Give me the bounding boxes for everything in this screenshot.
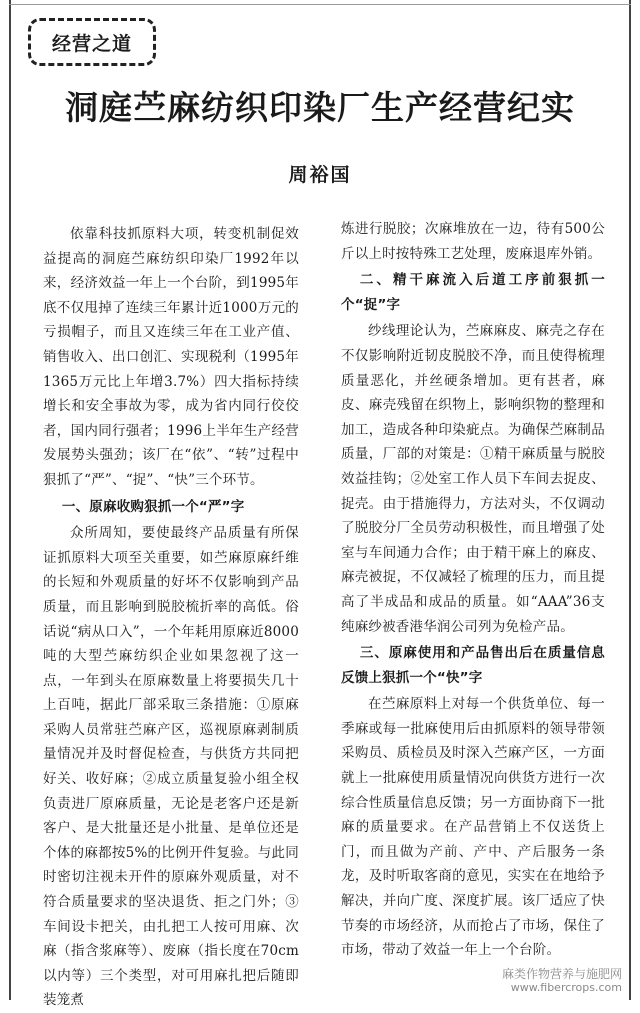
section-heading-3: 三、原麻使用和产品售出后在质量信息反馈上狠抓一个“快”字 <box>341 645 605 686</box>
watermark-url: www.fibercrops.com <box>510 981 622 994</box>
paragraph-section-3: 在苎麻原料上对每一个供货单位、每一季麻或每一批麻使用后由抓原料的领导带领采购员、质检员及时深入苎麻产区，一方面就上一批麻使用质量情况向供货方进行一次综合性质量信息反馈；另一方面协商下一批麻的质量要求。在产品营销上不仅送货上门，而且做为产前、产中、产后服务一条龙，及时听取客商的意见，实实在在地给予解决，并向广度、深度扩展。该厂适应了快节奏的市场经济，从而抢占了市场，保住了市场，带动了效益一年上一个台阶。 <box>341 696 605 959</box>
column-label-badge: 经营之道 <box>28 18 156 66</box>
left-column <box>43 222 299 1013</box>
watermark-site-name: 麻类作物营养与施肥网 <box>501 967 622 981</box>
paragraph-section-2: 纱线理论认为，苎麻麻皮、麻壳之存在不仅影响附近韧皮脱胶不净，而且使得梳理质量恶化，并丝硬条增加。更有甚者，麻皮、麻壳残留在织物上，影响织物的整理和加工，造成各种印染疵点。为确保苎麻制品质量，厂部的对策是：①精干麻质量与脱胶效益挂钩；②处室工作人员下车间去捉皮、捉壳。由于措施得力，方法对头，不仅调动了脱胶分厂全员劳动积极性，而且增强了处室与车间通力合作；由于精干麻上的麻皮、麻壳被捉，不仅减轻了梳理的压力，而且提高了半成品和成品的质量。如“AAA”36支纯麻纱被香港华润公司列为免检产品。 <box>341 323 605 635</box>
article-author: 周裕国 <box>288 164 352 186</box>
right-column <box>341 217 605 963</box>
section-heading-2: 二、精干麻流入后道工序前狠抓一个“捉”字 <box>341 272 605 313</box>
page-border-left <box>9 0 11 1000</box>
article-title: 洞庭苎麻纺织印染厂生产经营纪实 <box>65 88 575 127</box>
section-heading-1: 一、原麻收购狠抓一个“严”字 <box>61 498 245 515</box>
paragraph-intro: 依靠科技抓原料大项，转变机制促效益提高的洞庭苎麻纺织印染厂1992年以来，经济效益一年上一个台阶，到1995年底不仅甩掉了连续三年累计近1000万元的亏损帽子，而且又连续三年在工业产值、销售收入、出口创汇、实现税利（1995年1365万元比上年增3.7%）四大指标持续增长和安全事故为零，成为省内同行佼佼者，国内同行强者；1996上半年生产经营发展势头强劲；该厂在“依”、“转”过程中狠抓了“严”、“捉”、“快”三个环节。 <box>43 226 299 488</box>
paragraph-section-1: 众所周知，要使最终产品质量有所保证抓原料大项至关重要，如苎麻原麻纤维的长短和外观质量的好坏不仅影响到产品质量，而且影响到脱胶梳折率的高低。俗话说“病从口入”，一个年耗用原麻近8000吨的大型苎麻纺织企业如果忽视了这一点，一年到头在原麻数量上将要损失几十上百吨，据此厂部采取三条措施：①原麻采购人员常驻苎麻产区，巡视原麻剥制质量情况并及时督促检查，与供货方共同把好关、收好麻；②成立质量复验小组全权负责进厂原麻质量，无论是老客户还是新客户、是大批量还是小批量、是单位还是个体的麻都按5%的比例开件复验。与此同时密切注视未开件的原麻外观质量，对不符合质量要求的坚决退货、拒之门外；③车间设卡把关，由扎把工人按可用麻、次麻（指含浆麻等）、废麻（指长度在70cm以内等）三个类型，对可用麻扎把后随即装笼煮 <box>43 525 299 1009</box>
paragraph-section-1-continued: 炼进行脱胶；次麻堆放在一边，待有500公斤以上时按特殊工艺处理，废麻退库外销。 <box>341 221 605 262</box>
site-watermark <box>502 968 622 994</box>
page-border-top <box>9 4 631 5</box>
page-border-right <box>629 0 631 1000</box>
